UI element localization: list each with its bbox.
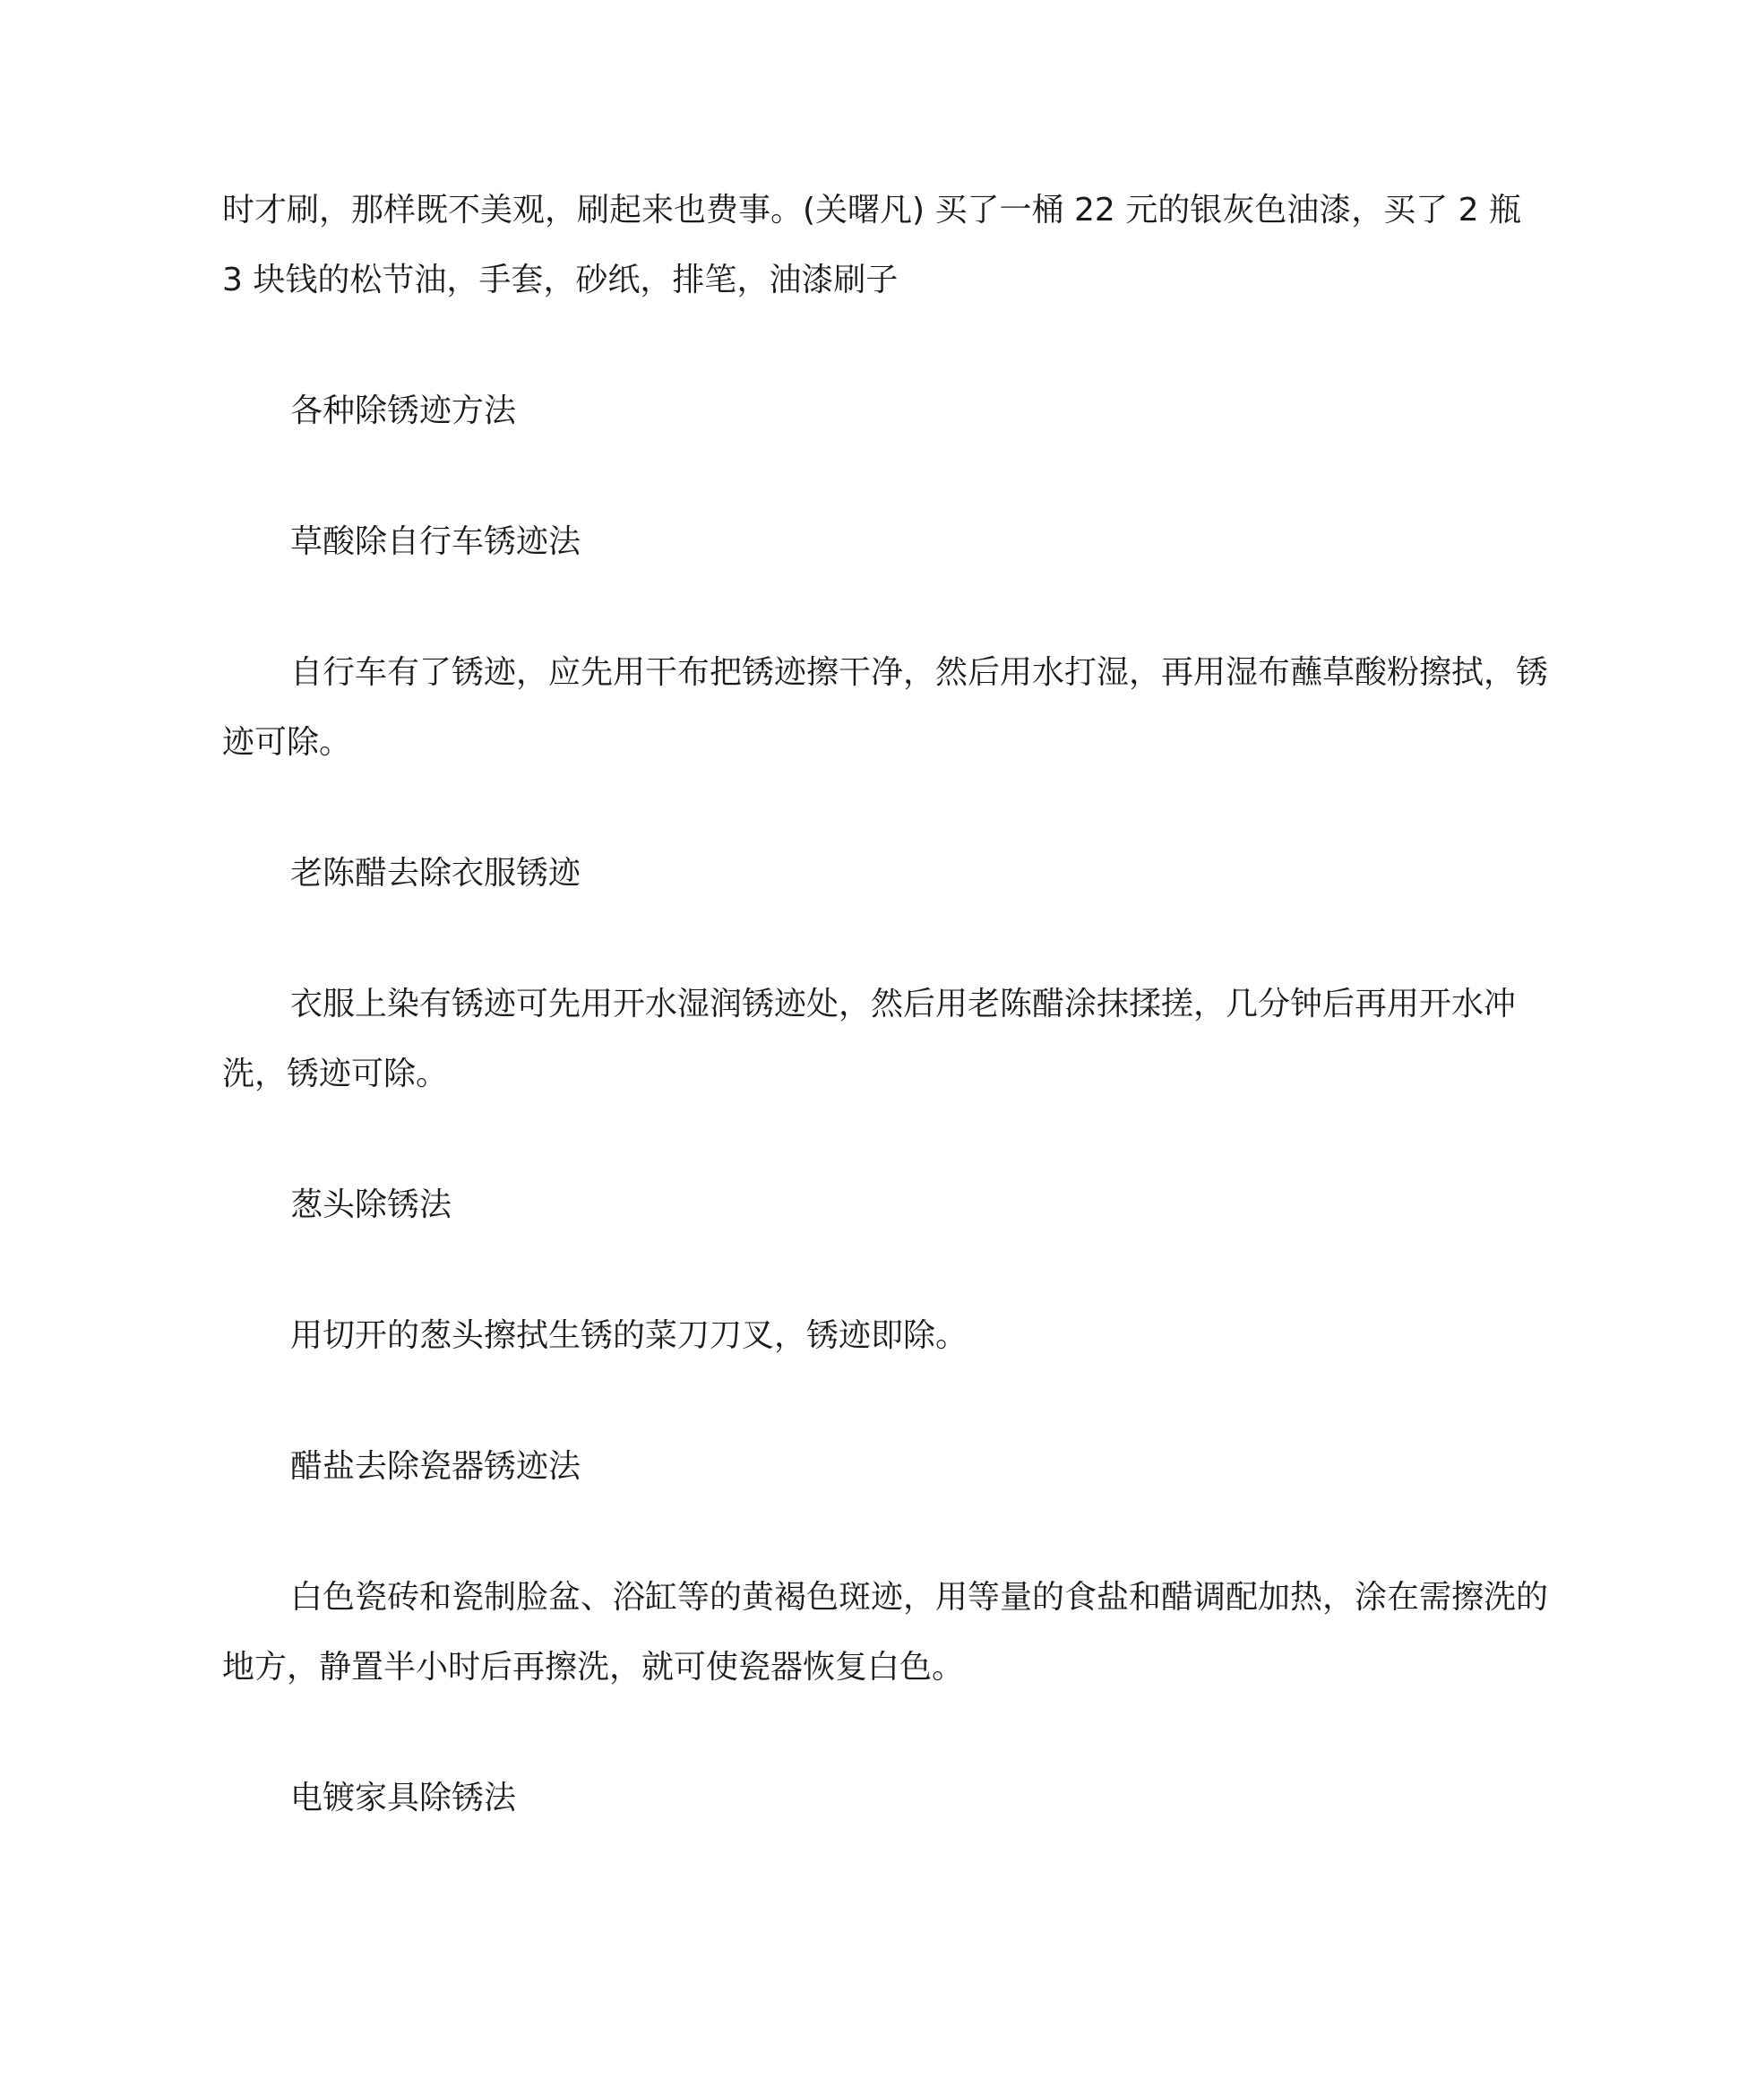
body-paragraph-materials: 时才刷，那样既不美观，刷起来也费事。(关曙凡) 买了一桶 22 元的银灰色油漆，买了 2 瓶 3 块钱的松节油，手套，砂纸，排笔，油漆刷子 [222,192,1522,298]
subheading-vinegar-salt-porcelain: 醋盐去除瓷器锈迹法 [290,1448,581,1485]
body-paragraph-vinegar-clothes: 衣服上染有锈迹可先用开水湿润锈迹处，然后用老陈醋涂抹揉搓，几分钟后再用开水冲洗，锈迹可除。 [222,986,1517,1092]
subheading-vinegar-clothes: 老陈醋去除衣服锈迹 [290,855,581,892]
subheading-oxalic-acid-bicycle: 草酸除自行车锈迹法 [290,523,581,560]
subheading-plated-furniture: 电镀家具除锈法 [290,1780,517,1816]
body-paragraph-onion: 用切开的葱头擦拭生锈的菜刀刀叉，锈迹即除。 [290,1317,968,1354]
body-paragraph-vinegar-salt-porcelain: 白色瓷砖和瓷制脸盆、浴缸等的黄褐色斑迹，用等量的食盐和醋调配加热，涂在需擦洗的地方，静置半小时后再擦洗，就可使瓷器恢复白色。 [222,1579,1549,1686]
section-heading-rust-removal-methods: 各种除锈迹方法 [290,392,517,429]
subheading-onion: 葱头除锈法 [290,1186,452,1223]
body-paragraph-oxalic-acid-bicycle: 自行车有了锈迹，应先用干布把锈迹擦干净，然后用水打湿，再用湿布蘸草酸粉擦拭，锈迹可除。 [222,654,1549,761]
document-body [222,176,1548,1833]
